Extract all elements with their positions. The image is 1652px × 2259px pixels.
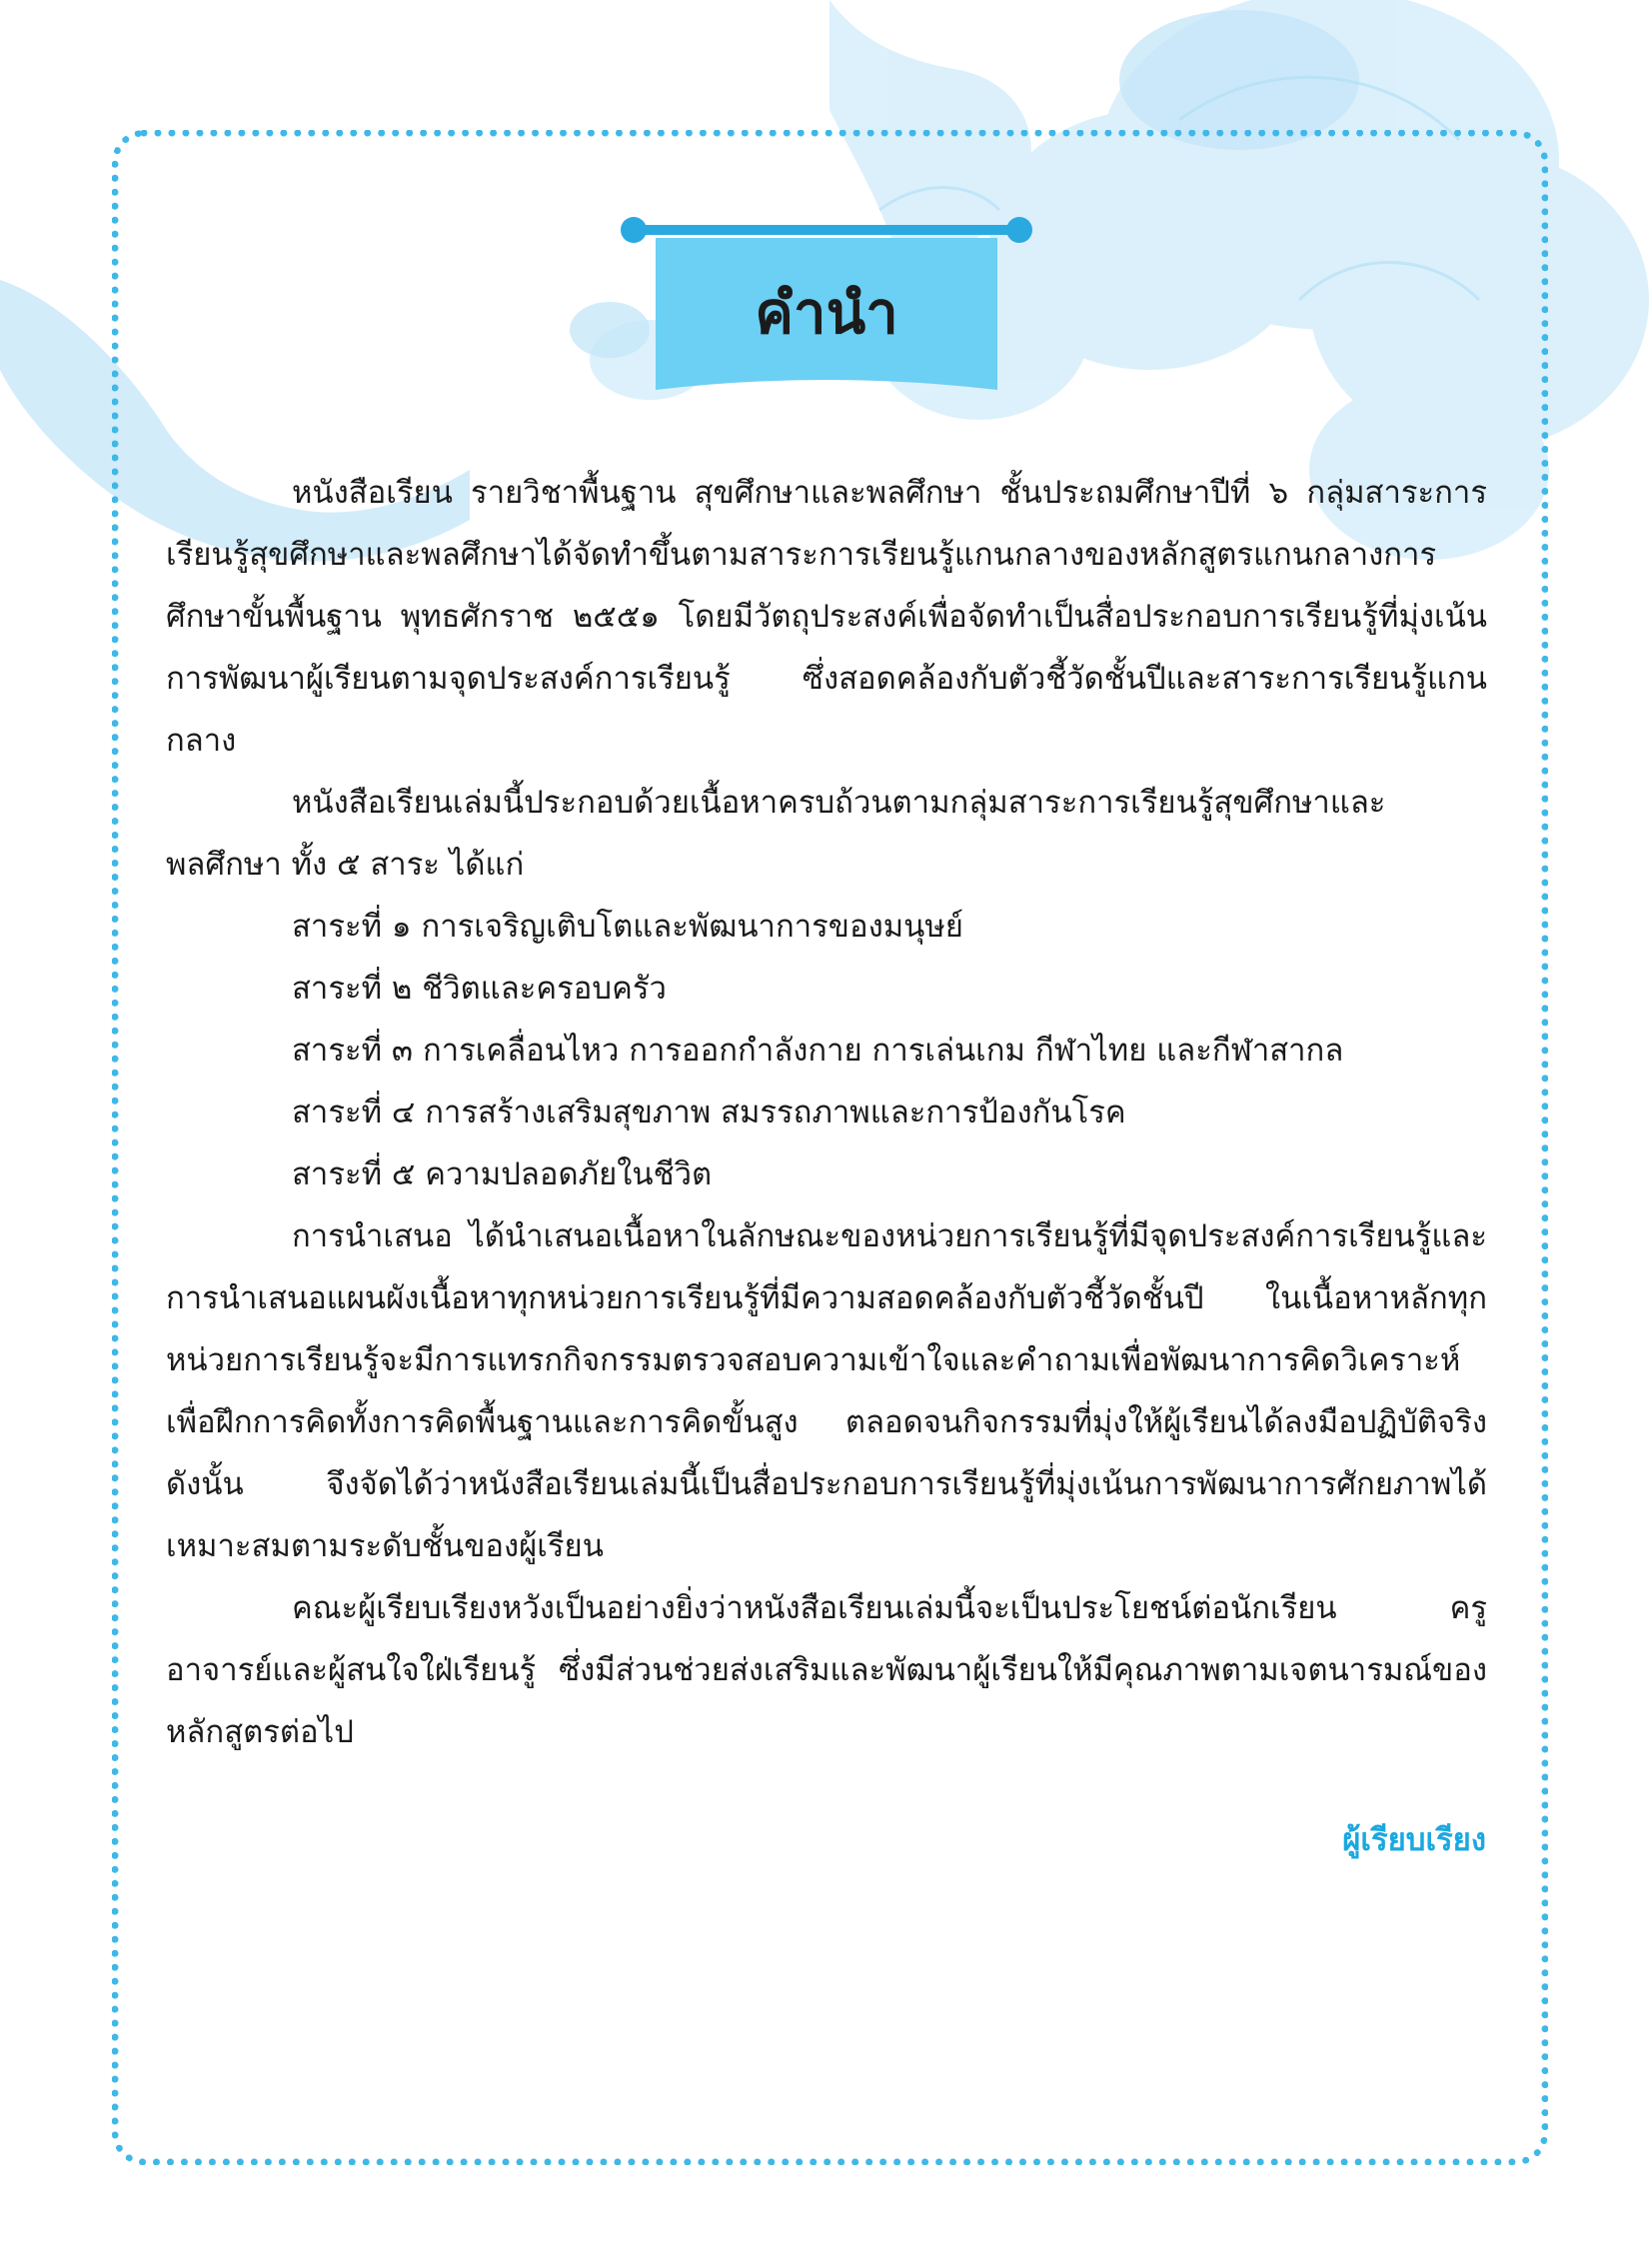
strand-item: สาระที่ ๔ การสร้างเสริมสุขภาพ สมรรถภาพและการป้องกันโรค [292,1095,1126,1130]
strand-item: สาระที่ ๓ การเคลื่อนไหว การออกกำลังกาย การเล่นเกม กีฬาไทย และกีฬาสากล [292,1033,1344,1069]
strand-item: สาระที่ ๕ ความปลอดภัยในชีวิต [292,1156,713,1192]
preface-body [166,462,1487,1763]
paragraph: หนังสือเรียนเล่มนี้ประกอบด้วยเนื้อหาครบถ้วนตามกลุ่มสาระการเรียนรู้สุขศึกษาและพลศึกษา ทั้ง ๕ สาระ ได้แก่ [166,785,1386,883]
paragraph: หนังสือเรียน รายวิชาพื้นฐาน สุขศึกษาและพลศึกษา ชั้นประถมศึกษาปีที่ ๖ กลุ่มสาระการเรียนรู้สุขศึกษาและพลศึกษาได้จัดทำขึ้นตามสาระการเรียนรู้แกนกลางของหลักสูตรแกนกลางการศึกษาขั้นพื้นฐาน พุทธศักราช ๒๕๕๑ โดยมีวัตถุประสงค์เพื่อจัดทำเป็นสื่อประกอบการเรียนรู้ที่มุ่งเน้นการพัฒนาผู้เรียนตามจุดประสงค์การเรียนรู้ ซึ่งสอดคล้องกับตัวชี้วัดชั้นปีและสาระการเรียนรู้แกนกลาง [166,475,1487,759]
strand-item: สาระที่ ๒ ชีวิตและครอบครัว [292,971,667,1007]
author-signature: ผู้เรียบเรียง [1342,1822,1486,1858]
page-title: คำนำ [755,279,898,347]
paragraph: คณะผู้เรียบเรียงหวังเป็นอย่างยิ่งว่าหนังสือเรียนเล่มนี้จะเป็นประโยชน์ต่อนักเรียน ครู อาจารย์และผู้สนใจใฝ่เรียนรู้ ซึ่งมีส่วนช่วยส่งเสริมและพัฒนาผู้เรียนให้มีคุณภาพตามเจตนารมณ์ของหลักสูตรต่อไป [166,1590,1487,1750]
strand-item: สาระที่ ๑ การเจริญเติบโตและพัฒนาการของมนุษย์ [292,909,963,945]
paragraph: การนำเสนอ ได้นำเสนอเนื้อหาในลักษณะของหน่วยการเรียนรู้ที่มีจุดประสงค์การเรียนรู้และการนำเสนอแผนผังเนื้อหาทุกหน่วยการเรียนรู้ที่มีความสอดคล้องกับตัวชี้วัดชั้นปี ในเนื้อหาหลักทุกหน่วยการเรียนรู้จะมีการแทรกกิจกรรมตรวจสอบความเข้าใจและคำถามเพื่อพัฒนาการคิดวิเคราะห์เพื่อฝึกการคิดทั้งการคิดพื้นฐานและการคิดขั้นสูง ตลอดจนกิจกรรมที่มุ่งให้ผู้เรียนได้ลงมือปฏิบัติจริง ดังนั้น จึงจัดได้ว่าหนังสือเรียนเล่มนี้เป็นสื่อประกอบการเรียนรู้ที่มุ่งเน้นการพัฒนาการศักยภาพได้เหมาะสมตามระดับชั้นของผู้เรียน [166,1218,1487,1564]
